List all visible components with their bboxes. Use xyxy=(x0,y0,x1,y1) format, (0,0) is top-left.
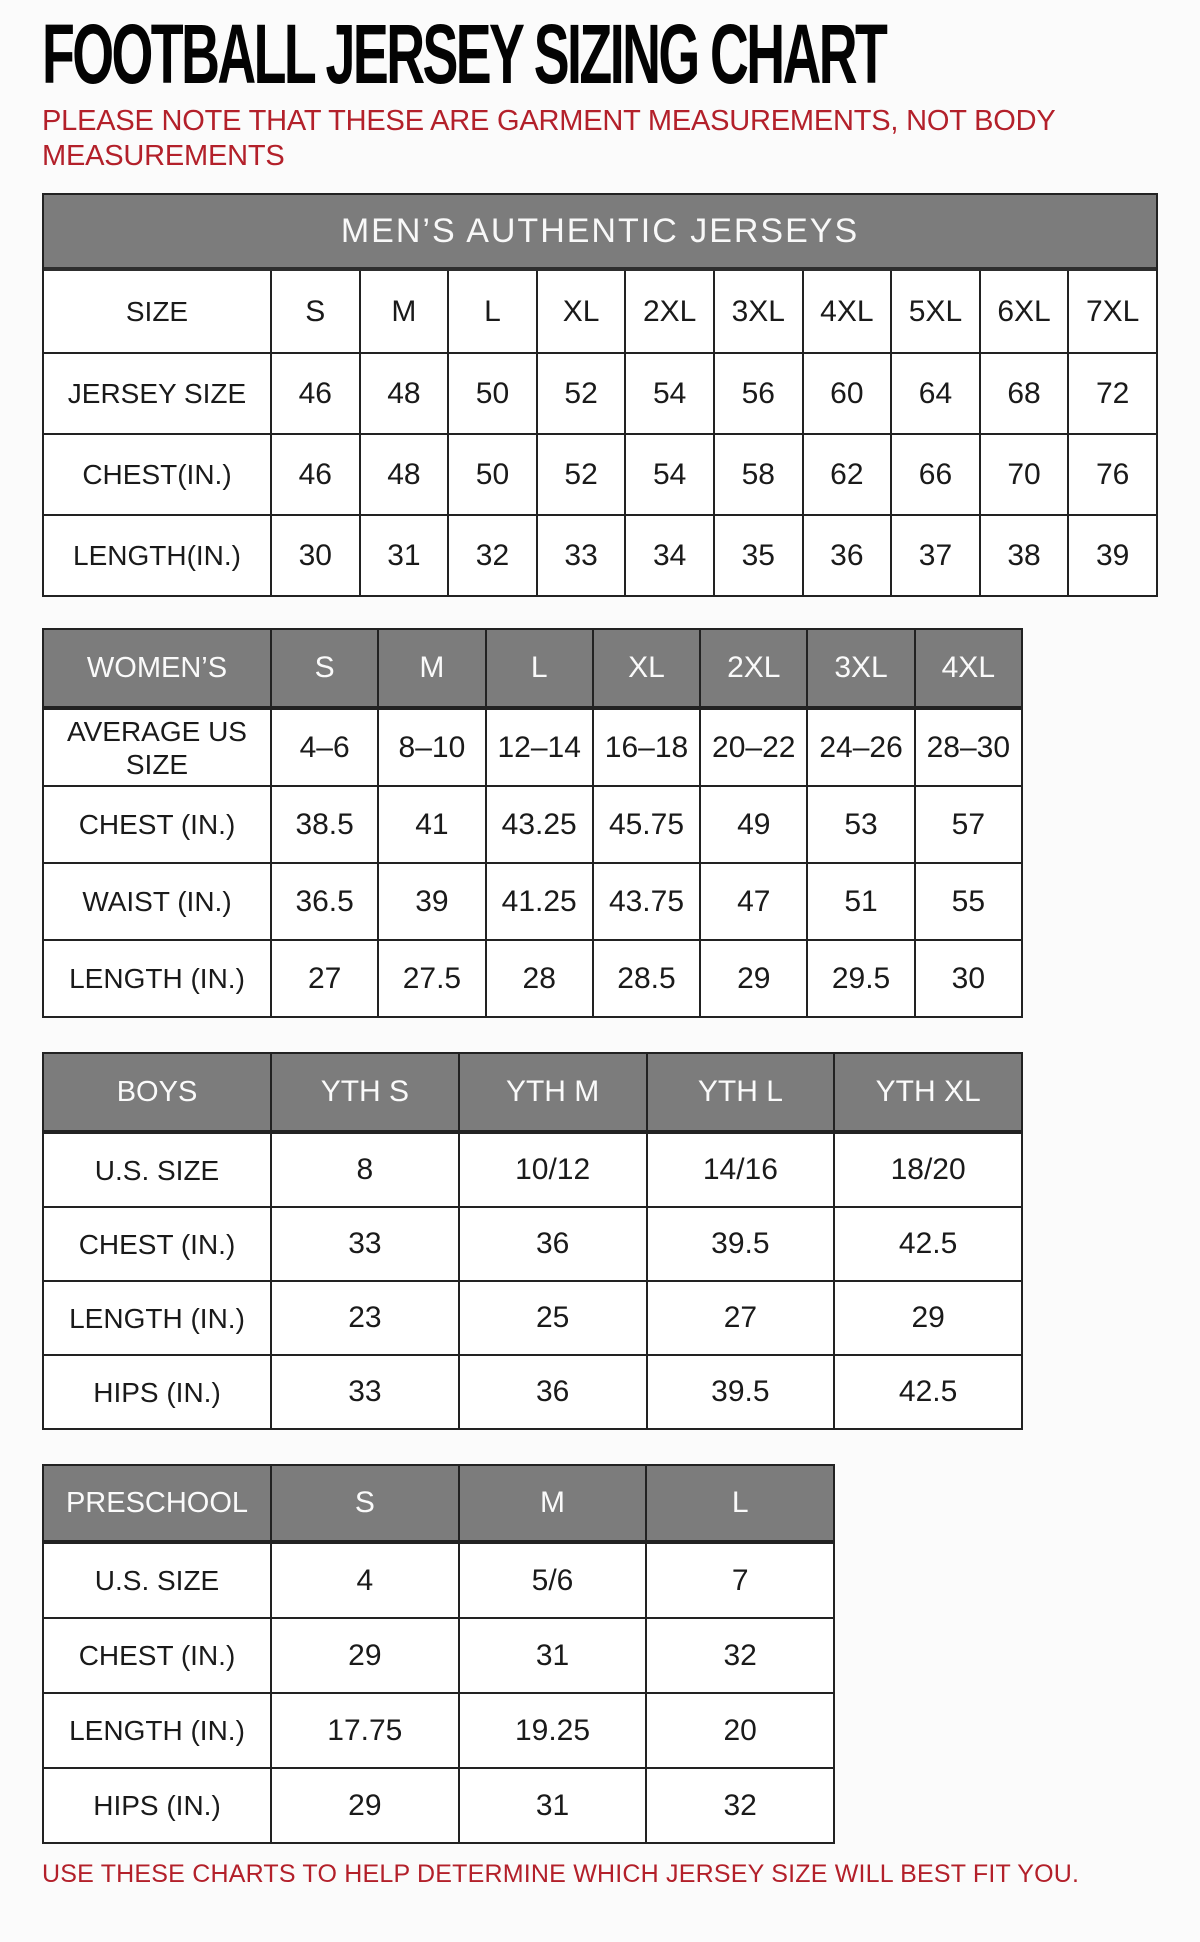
boys-sizing-table xyxy=(42,1052,1023,1430)
table-cell: 29 xyxy=(270,1769,458,1842)
table-cell: 29 xyxy=(699,941,806,1016)
table-cell: 23 xyxy=(270,1282,458,1354)
table-row xyxy=(44,433,1156,514)
row-label: LENGTH(IN.) xyxy=(73,540,241,571)
table-cell: 57 xyxy=(914,787,1021,862)
table-cell: 50 xyxy=(447,435,536,514)
row-label: CHEST (IN.) xyxy=(78,1228,236,1260)
column-header: S xyxy=(270,630,377,706)
table-cell: 7 xyxy=(645,1544,833,1617)
table-row xyxy=(44,1206,1021,1280)
table-cell: 12–14 xyxy=(485,710,592,785)
table-cell: 18/20 xyxy=(833,1134,1021,1206)
table-cell: 52 xyxy=(536,435,625,514)
row-label: LENGTH (IN.) xyxy=(69,1715,245,1746)
table-cell: 4–6 xyxy=(270,710,377,785)
table-row xyxy=(44,1542,833,1617)
table-cell: 47 xyxy=(699,864,806,939)
column-header: YTH XL xyxy=(833,1054,1021,1130)
table-cell: 53 xyxy=(806,787,913,862)
table-cell: 56 xyxy=(713,354,802,433)
table-cell: 30 xyxy=(270,516,359,595)
table-cell: 3XL xyxy=(713,271,802,352)
row-label: CHEST (IN.) xyxy=(78,809,236,840)
column-header: M xyxy=(458,1466,646,1540)
table-cell: 10/12 xyxy=(458,1134,646,1206)
table-cell: 70 xyxy=(979,435,1068,514)
table-cell: 36 xyxy=(802,516,891,595)
table-cell: 20–22 xyxy=(699,710,806,785)
row-label: HIPS (IN.) xyxy=(93,1790,221,1821)
table-cell: 32 xyxy=(645,1769,833,1842)
table-cell: 39 xyxy=(1067,516,1156,595)
table-cell: 50 xyxy=(447,354,536,433)
row-label: AVERAGE US SIZE xyxy=(67,715,247,780)
table-cell: 27 xyxy=(270,941,377,1016)
womens-sizing-table xyxy=(42,628,1023,1018)
row-label: JERSEY SIZE xyxy=(67,378,247,409)
table-cell: 33 xyxy=(270,1356,458,1428)
table-cell: 36 xyxy=(458,1208,646,1280)
table-cell: 55 xyxy=(914,864,1021,939)
table-cell: 16–18 xyxy=(592,710,699,785)
table-cell: 49 xyxy=(699,787,806,862)
table-cell: 4 xyxy=(270,1544,458,1617)
table-cell: 19.25 xyxy=(458,1694,646,1767)
table-cell: 38 xyxy=(979,516,1068,595)
table-row xyxy=(44,1692,833,1767)
table-header-row xyxy=(44,1054,1021,1132)
table-cell: 8 xyxy=(270,1134,458,1206)
table-cell: M xyxy=(359,271,448,352)
table-cell: 52 xyxy=(536,354,625,433)
table-cell: 31 xyxy=(458,1619,646,1692)
table-cell: 27.5 xyxy=(377,941,484,1016)
row-label: CHEST (IN.) xyxy=(78,1640,236,1671)
table-cell: 42.5 xyxy=(833,1208,1021,1280)
table-cell: 8–10 xyxy=(377,710,484,785)
table-header-row xyxy=(44,630,1021,708)
table-cell: 28–30 xyxy=(914,710,1021,785)
table-cell: 64 xyxy=(890,354,979,433)
table-cell: 30 xyxy=(914,941,1021,1016)
table-cell: 31 xyxy=(458,1769,646,1842)
table-cell: 31 xyxy=(359,516,448,595)
column-header: 4XL xyxy=(914,630,1021,706)
table-row xyxy=(44,939,1021,1016)
table-cell: 48 xyxy=(359,435,448,514)
row-label: U.S. SIZE xyxy=(94,1154,220,1186)
table-cell: S xyxy=(270,271,359,352)
table-cell: 39.5 xyxy=(646,1208,834,1280)
table-cell: 25 xyxy=(458,1282,646,1354)
table-cell: 72 xyxy=(1067,354,1156,433)
column-header: YTH L xyxy=(646,1054,834,1130)
table-cell: 68 xyxy=(979,354,1068,433)
table-cell: 2XL xyxy=(624,271,713,352)
table-cell: 58 xyxy=(713,435,802,514)
table-header-row xyxy=(44,1466,833,1542)
table-cell: 28 xyxy=(485,941,592,1016)
table-cell: XL xyxy=(536,271,625,352)
table-row xyxy=(44,708,1021,785)
table-cell: 17.75 xyxy=(270,1694,458,1767)
table-cell: 39 xyxy=(377,864,484,939)
table-cell: 29 xyxy=(270,1619,458,1692)
table-row xyxy=(44,862,1021,939)
table-cell: 41 xyxy=(377,787,484,862)
table-cell: 32 xyxy=(645,1619,833,1692)
table-cell: 28.5 xyxy=(592,941,699,1016)
column-header: YTH S xyxy=(270,1054,458,1130)
table-cell: 60 xyxy=(802,354,891,433)
table-cell: L xyxy=(447,271,536,352)
table-cell: 62 xyxy=(802,435,891,514)
table-cell: 27 xyxy=(646,1282,834,1354)
row-label: SIZE xyxy=(125,296,189,327)
row-label: WAIST (IN.) xyxy=(82,886,232,917)
table-cell: 76 xyxy=(1067,435,1156,514)
footer-note: USE THESE CHARTS TO HELP DETERMINE WHICH JERSEY SIZE WILL BEST FIT YOU. xyxy=(42,1860,1080,1888)
mens-authentic-jerseys-table xyxy=(42,193,1158,597)
column-header: YTH M xyxy=(458,1054,646,1130)
table-cell: 54 xyxy=(624,435,713,514)
row-label: LENGTH (IN.) xyxy=(69,963,245,994)
table-row xyxy=(44,1354,1021,1428)
table-corner-label: WOMEN’S xyxy=(44,630,270,706)
table-cell: 39.5 xyxy=(646,1356,834,1428)
table-row xyxy=(44,271,1156,352)
table-cell: 20 xyxy=(645,1694,833,1767)
table-row xyxy=(44,785,1021,862)
table-cell: 34 xyxy=(624,516,713,595)
table-corner-label: BOYS xyxy=(44,1054,270,1130)
table-cell: 33 xyxy=(270,1208,458,1280)
table-row xyxy=(44,352,1156,433)
table-cell: 4XL xyxy=(802,271,891,352)
table-cell: 66 xyxy=(890,435,979,514)
table-cell: 36 xyxy=(458,1356,646,1428)
row-label: CHEST(IN.) xyxy=(82,459,232,490)
column-header: L xyxy=(485,630,592,706)
table-row xyxy=(44,1132,1021,1206)
table-cell: 43.75 xyxy=(592,864,699,939)
table-cell: 37 xyxy=(890,516,979,595)
table-row xyxy=(44,514,1156,595)
row-label: LENGTH (IN.) xyxy=(69,1302,245,1334)
table-cell: 6XL xyxy=(979,271,1068,352)
column-header: 3XL xyxy=(806,630,913,706)
row-label: HIPS (IN.) xyxy=(93,1376,221,1408)
table-cell: 54 xyxy=(624,354,713,433)
row-label: U.S. SIZE xyxy=(94,1565,220,1596)
table-cell: 33 xyxy=(536,516,625,595)
table-cell: 36.5 xyxy=(270,864,377,939)
column-header: S xyxy=(270,1466,458,1540)
table-row xyxy=(44,1617,833,1692)
column-header: L xyxy=(645,1466,833,1540)
table-cell: 29.5 xyxy=(806,941,913,1016)
page-title: FOOTBALL JERSEY SIZING CHART xyxy=(42,7,886,101)
column-header: 2XL xyxy=(699,630,806,706)
table-cell: 32 xyxy=(447,516,536,595)
table-cell: 24–26 xyxy=(806,710,913,785)
table-cell: 7XL xyxy=(1067,271,1156,352)
table-cell: 43.25 xyxy=(485,787,592,862)
table-cell: 46 xyxy=(270,435,359,514)
table-cell: 41.25 xyxy=(485,864,592,939)
table-row xyxy=(44,1280,1021,1354)
table-cell: 51 xyxy=(806,864,913,939)
table-row xyxy=(44,1767,833,1842)
table-cell: 5XL xyxy=(890,271,979,352)
table-cell: 5/6 xyxy=(458,1544,646,1617)
table-cell: 45.75 xyxy=(592,787,699,862)
preschool-sizing-table xyxy=(42,1464,835,1844)
column-header: M xyxy=(377,630,484,706)
table-cell: 38.5 xyxy=(270,787,377,862)
table-cell: 35 xyxy=(713,516,802,595)
garment-measurements-note: PLEASE NOTE THAT THESE ARE GARMENT MEASUREMENTS, NOT BODY MEASUREMENTS xyxy=(42,105,1055,172)
table-cell: 42.5 xyxy=(833,1356,1021,1428)
table-corner-label: PRESCHOOL xyxy=(44,1466,270,1540)
table-cell: 48 xyxy=(359,354,448,433)
column-header: XL xyxy=(592,630,699,706)
table-cell: 46 xyxy=(270,354,359,433)
table-title: MEN’S AUTHENTIC JERSEYS xyxy=(44,195,1156,271)
table-cell: 29 xyxy=(833,1282,1021,1354)
table-cell: 14/16 xyxy=(646,1134,834,1206)
